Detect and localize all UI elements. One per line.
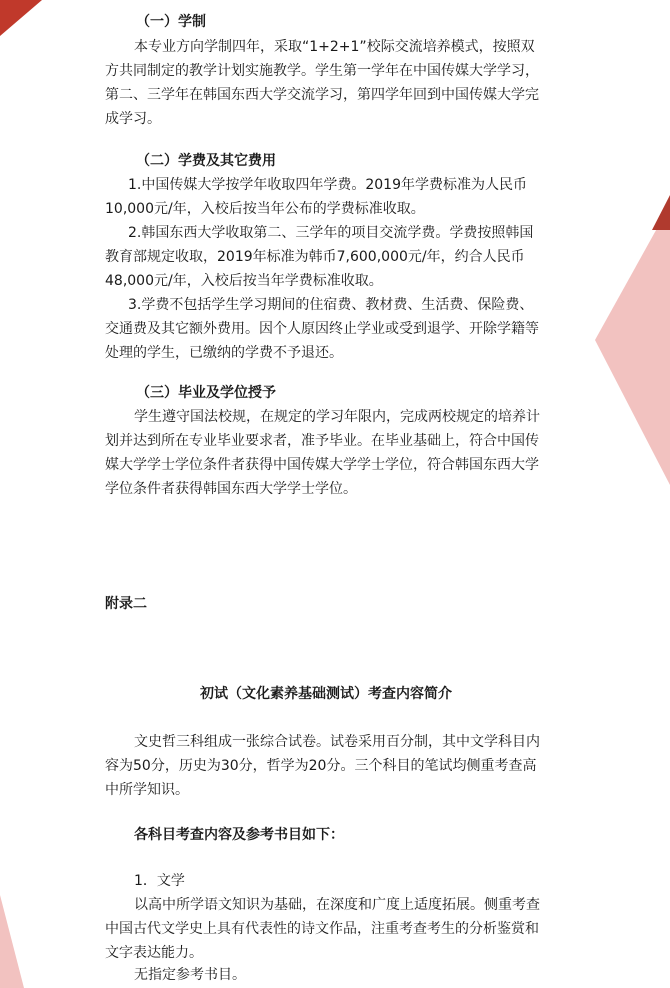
- paragraph-line: 第二、三学年在韩国东西大学交流学习，第四学年回到中国传媒大学完: [105, 87, 539, 103]
- paragraph-line: 无指定参考书目。: [134, 967, 246, 983]
- paragraph-line: 以高中所学语文知识为基础，在深度和广度上适度拓展。侧重考查: [134, 897, 540, 913]
- paragraph-line: 1.中国传媒大学按学年收取四年学费。2019年学费标准为人民币: [128, 177, 527, 193]
- paragraph-line: 教育部规定收取，2019年标准为韩币7,600,000元/年，约合人民币: [105, 249, 525, 265]
- subjects-heading: 各科目考查内容及参考书目如下：: [134, 827, 344, 843]
- paragraph-line: 48,000元/年，入校后按当年学费标准收取。: [105, 273, 383, 289]
- paragraph-line: 中国古代文学史上具有代表性的诗文作品，注重考查考生的分析鉴赏和: [105, 921, 539, 937]
- paragraph-line: 交通费及其它额外费用。因个人原因终止学业或受到退学、开除学籍等: [105, 321, 539, 337]
- paragraph-line: 处理的学生，已缴纳的学费不予退还。: [105, 345, 343, 361]
- paragraph-line: 学生遵守国法校规，在规定的学习年限内，完成两校规定的培养计: [134, 409, 540, 425]
- paragraph-line: 划并达到所在专业毕业要求者，准予毕业。在毕业基础上，符合中国传: [105, 433, 539, 449]
- section-heading-schooling: （一）学制: [136, 14, 206, 30]
- paragraph-line: 2.韩国东西大学收取第二、三学年的项目交流学费。学费按照韩国: [128, 225, 534, 241]
- section-heading-fees: （二）学费及其它费用: [136, 153, 276, 169]
- paragraph-line: 容为50分，历史为30分，哲学为20分。三个科目的笔试均侧重考查高: [105, 758, 537, 774]
- paragraph-line: 文史哲三科组成一张综合试卷。试卷采用百分制，其中文学科目内: [134, 734, 540, 750]
- paragraph-line: 10,000元/年，入校后按当年公布的学费标准收取。: [105, 201, 425, 217]
- paragraph-line: 成学习。: [105, 111, 161, 127]
- section-heading-graduation: （三）毕业及学位授予: [136, 385, 276, 401]
- paragraph-line: 文字表达能力。: [105, 945, 203, 961]
- paragraph-line: 中所学知识。: [105, 782, 189, 798]
- paragraph-line: 媒大学学士学位条件者获得中国传媒大学学士学位，符合韩国东西大学: [105, 457, 539, 473]
- paragraph-line: 学位条件者获得韩国东西大学学士学位。: [105, 481, 357, 497]
- paragraph-line: 3.学费不包括学生学习期间的住宿费、教材费、生活费、保险费、: [128, 297, 534, 313]
- appendix-label: 附录二: [105, 596, 147, 612]
- paragraph-line: 本专业方向学制四年，采取“1+2+1”校际交流培养模式，按照双: [134, 39, 535, 55]
- paragraph-line: 方共同制定的教学计划实施教学。学生第一学年在中国传媒大学学习，: [105, 63, 539, 79]
- appendix-title: 初试（文化素养基础测试）考查内容简介: [200, 686, 452, 702]
- subject-heading-literature: 1．文学: [134, 873, 185, 889]
